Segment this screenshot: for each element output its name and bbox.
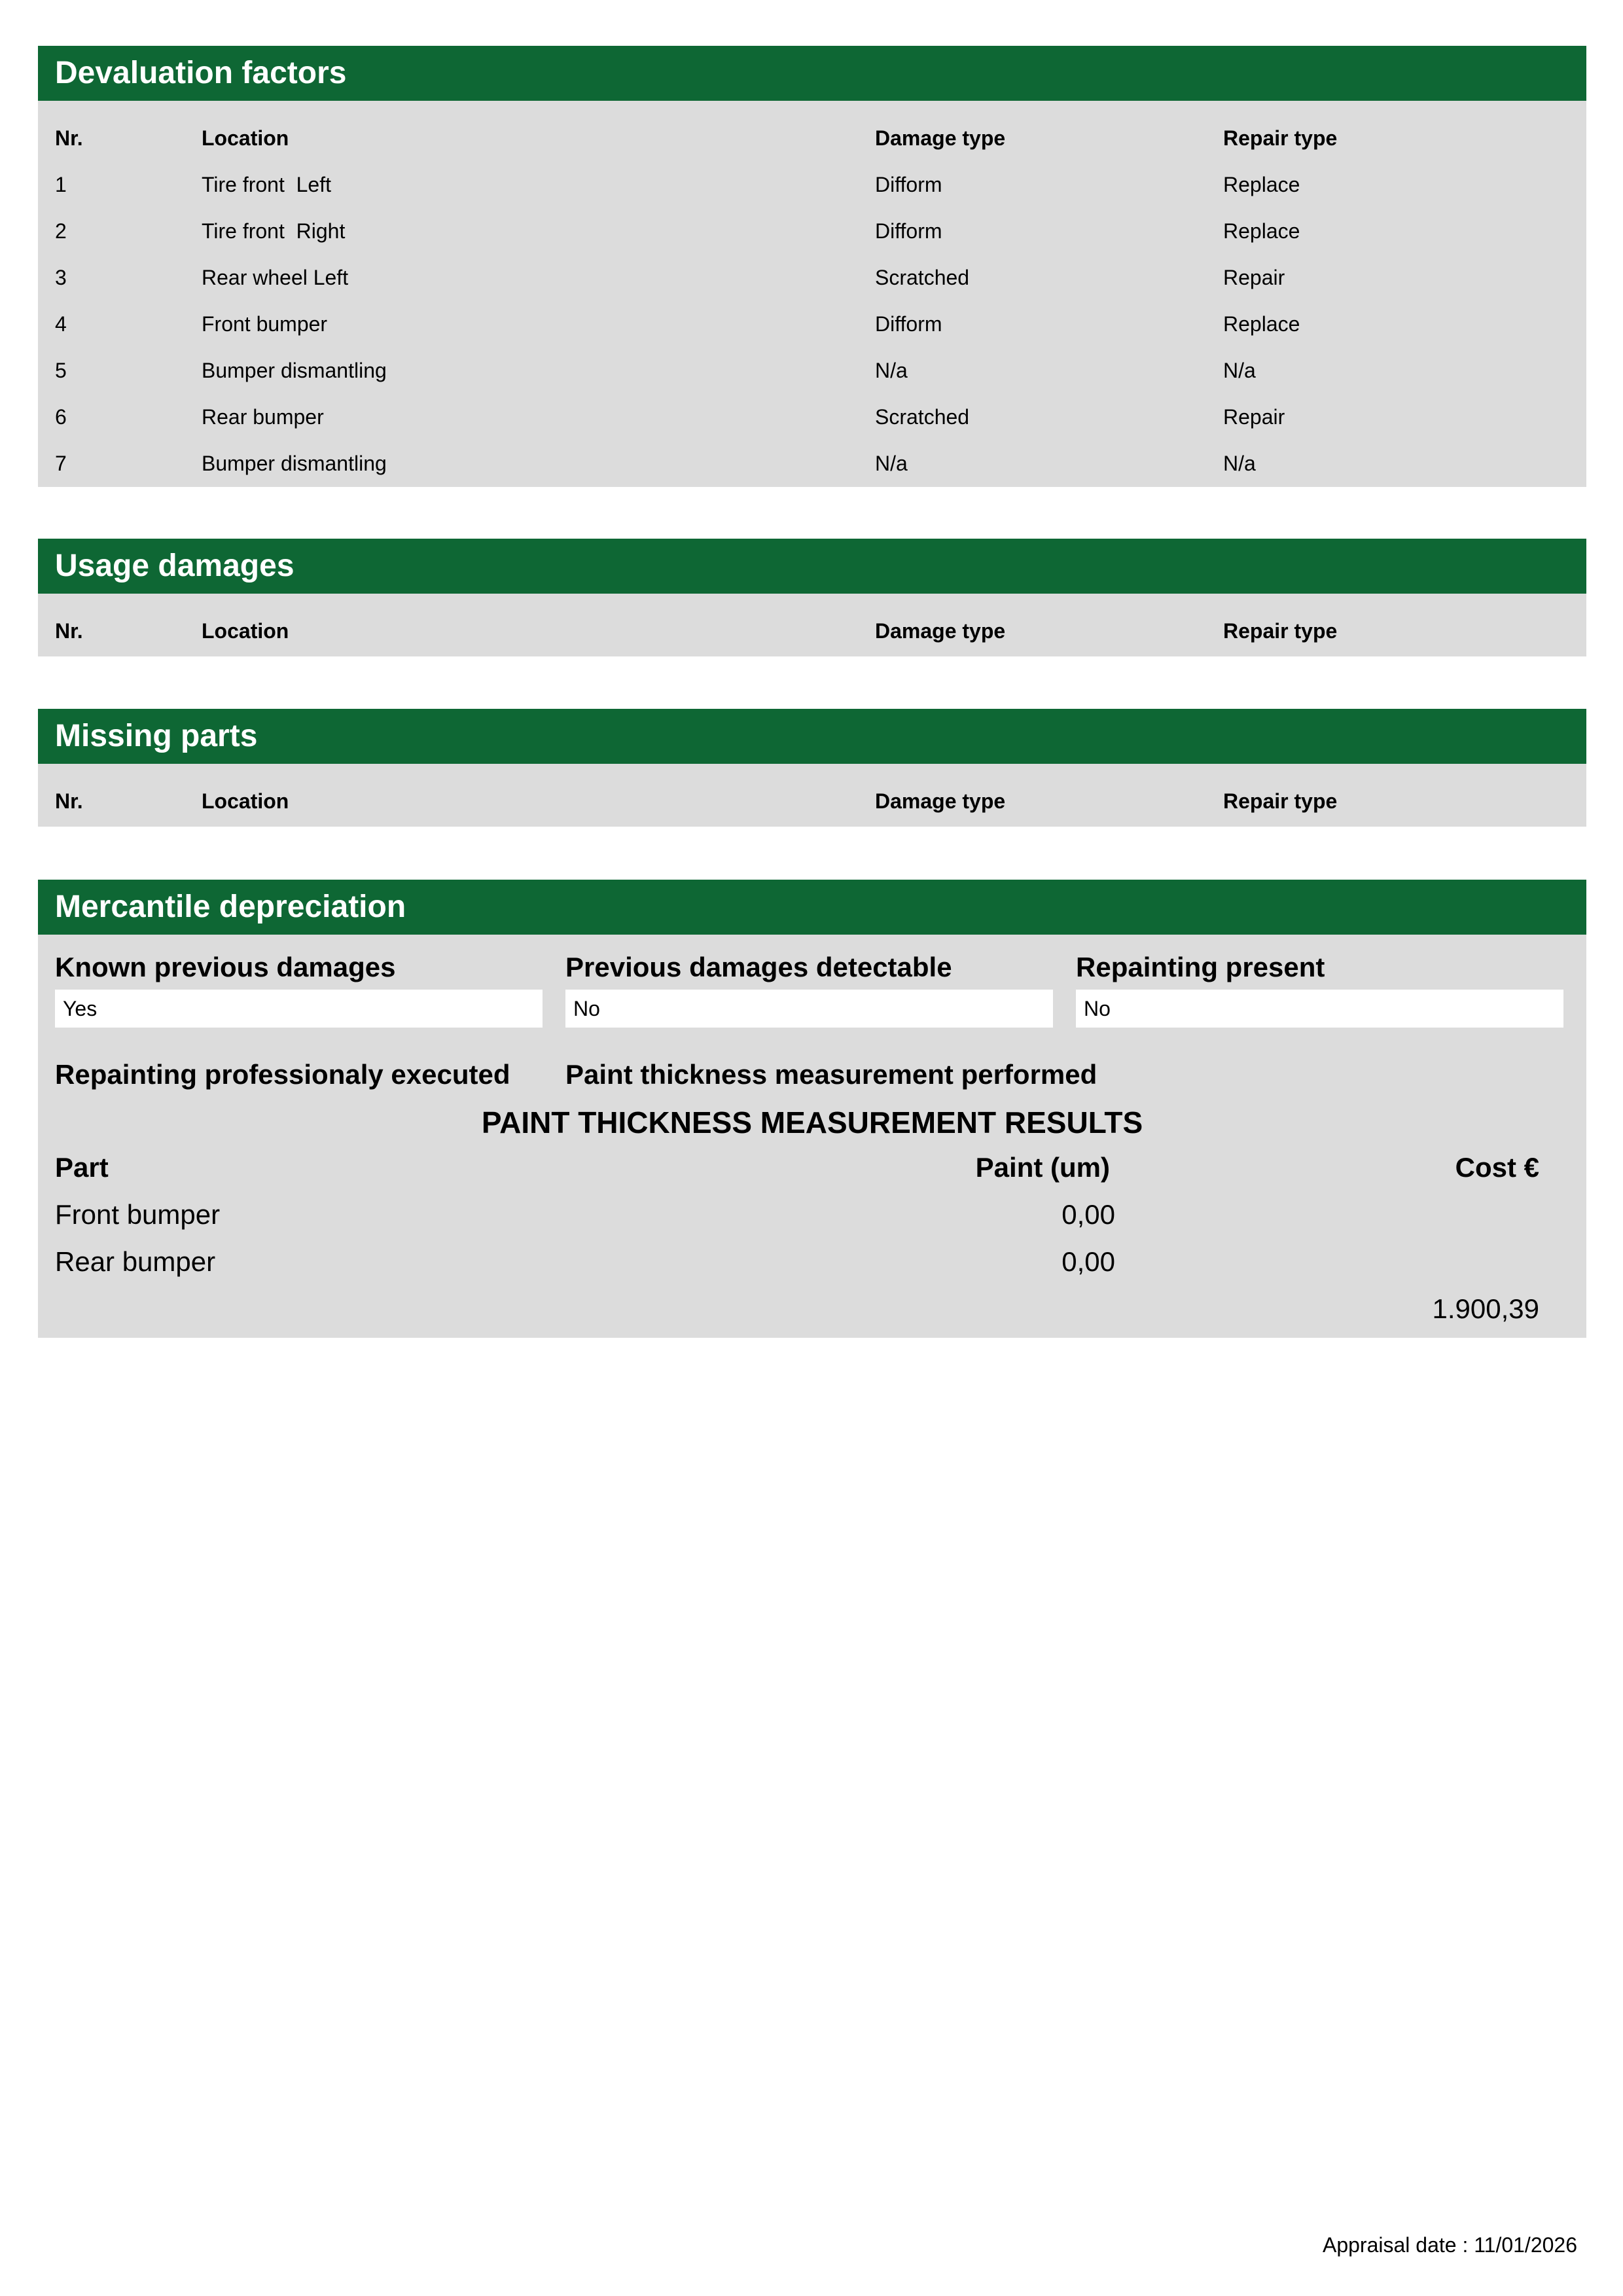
row-nr: 3 [55, 266, 67, 289]
row-damage-type: N/a [875, 359, 908, 382]
devaluation-factors-title: Devaluation factors [38, 46, 1586, 101]
paint-thickness-results-title: PAINT THICKNESS MEASUREMENT RESULTS [481, 1105, 1143, 1139]
row-repair-type: Repair [1223, 405, 1285, 429]
mercantile-depreciation-section [38, 880, 1586, 1338]
column-header-cost: Cost € [1455, 1152, 1539, 1183]
row-location: Bumper dismantling [202, 452, 387, 475]
row-damage-type: Difform [875, 312, 942, 336]
table-row [38, 162, 1586, 208]
table-row [38, 394, 1586, 440]
row-repair-type: Replace [1223, 312, 1300, 336]
missing-parts-section [38, 709, 1586, 827]
column-header-repair-type: Repair type [1223, 619, 1338, 643]
column-header-paint: Paint (um) [975, 1152, 1110, 1183]
column-header-location: Location [202, 619, 289, 643]
row-location: Tire front Left [202, 173, 331, 196]
part-paint-value: 0,00 [1061, 1199, 1115, 1230]
previous-damages-detectable-label: Previous damages detectable [565, 952, 952, 982]
row-location: Rear wheel Left [202, 266, 349, 289]
table-row [38, 255, 1586, 301]
missing-parts-title: Missing parts [38, 709, 1586, 764]
row-damage-type: Difform [875, 173, 942, 196]
table-row [38, 440, 1586, 487]
appraisal-date: Appraisal date : 11/01/2026 [1322, 2233, 1577, 2257]
mercantile-depreciation-title: Mercantile depreciation [38, 880, 1586, 935]
column-header-damage-type: Damage type [875, 789, 1006, 813]
row-location: Bumper dismantling [202, 359, 387, 382]
row-repair-type: Replace [1223, 219, 1300, 243]
repainting-professionaly-executed-label: Repainting professionaly executed [55, 1059, 510, 1090]
part-paint-value: 0,00 [1061, 1246, 1115, 1277]
repainting-present-field[interactable]: No [1076, 990, 1563, 1028]
part-name: Front bumper [55, 1199, 221, 1230]
column-header-part: Part [55, 1152, 109, 1183]
previous-damages-detectable-field[interactable]: No [565, 990, 1053, 1028]
row-damage-type: Scratched [875, 405, 970, 429]
row-location: Front bumper [202, 312, 328, 336]
column-header-location: Location [202, 789, 289, 813]
known-previous-damages-field[interactable]: Yes [55, 990, 543, 1028]
row-location: Tire front Right [202, 219, 346, 243]
total-cost: 1.900,39 [1432, 1293, 1539, 1324]
repainting-present-label: Repainting present [1076, 952, 1325, 982]
row-repair-type: N/a [1223, 359, 1256, 382]
column-header-repair-type: Repair type [1223, 789, 1338, 813]
column-header-repair-type: Repair type [1223, 126, 1338, 150]
column-header-damage-type: Damage type [875, 126, 1006, 150]
part-name: Rear bumper [55, 1246, 216, 1277]
row-location: Rear bumper [202, 405, 324, 429]
row-damage-type: N/a [875, 452, 908, 475]
table-row [38, 348, 1586, 394]
row-repair-type: Repair [1223, 266, 1285, 289]
known-previous-damages-label: Known previous damages [55, 952, 396, 982]
usage-damages-section [38, 539, 1586, 656]
usage-table-header [38, 608, 1586, 655]
column-header-nr: Nr. [55, 619, 83, 643]
row-nr: 1 [55, 173, 67, 196]
row-nr: 6 [55, 405, 67, 429]
devaluation-table-header [38, 115, 1586, 162]
mercantile-body [38, 935, 1586, 1338]
table-row [38, 301, 1586, 348]
paint-thickness-measurement-label: Paint thickness measurement performed [565, 1059, 1097, 1090]
row-nr: 7 [55, 452, 67, 475]
row-damage-type: Scratched [875, 266, 970, 289]
missing-table-header [38, 778, 1586, 825]
column-header-damage-type: Damage type [875, 619, 1006, 643]
column-header-nr: Nr. [55, 789, 83, 813]
column-header-nr: Nr. [55, 126, 83, 150]
column-header-location: Location [202, 126, 289, 150]
row-repair-type: Replace [1223, 173, 1300, 196]
row-nr: 2 [55, 219, 67, 243]
table-row [38, 208, 1586, 255]
row-repair-type: N/a [1223, 452, 1256, 475]
row-damage-type: Difform [875, 219, 942, 243]
usage-damages-title: Usage damages [38, 539, 1586, 594]
row-nr: 5 [55, 359, 67, 382]
row-nr: 4 [55, 312, 67, 336]
devaluation-factors-section [38, 46, 1586, 487]
